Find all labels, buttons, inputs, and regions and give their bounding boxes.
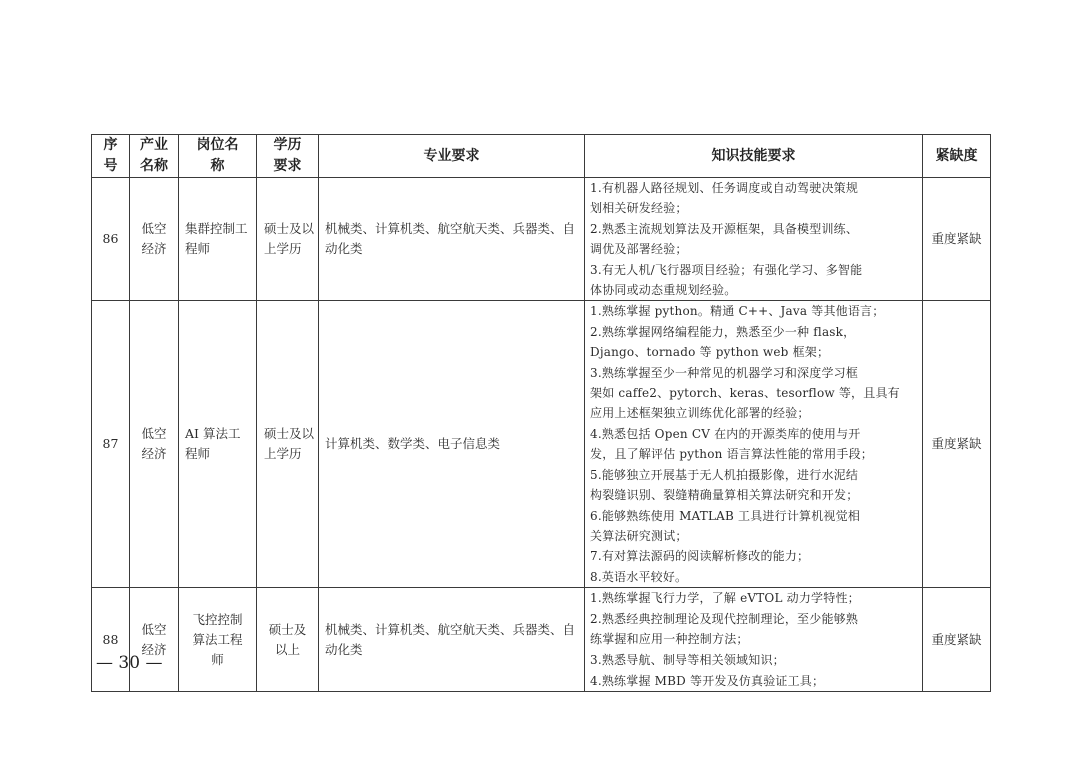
skill-line: 1.有机器人路径规划、任务调度或自动驾驶决策规 xyxy=(590,181,859,195)
education-cell: 硕士及以上学历 xyxy=(257,178,319,301)
urgency-cell: 重度紧缺 xyxy=(923,588,991,692)
seq-cell: 86 xyxy=(92,178,130,301)
position-cell: AI 算法工程师 xyxy=(179,301,257,588)
skill-line: 关算法研究测试； xyxy=(590,528,688,543)
major-cell: 计算机类、数学类、电子信息类 xyxy=(319,301,585,588)
skill-line: 体协同或动态重规划经验。 xyxy=(590,283,737,298)
position-cell: 飞控控制算法工程师 xyxy=(179,588,257,692)
skill-line: 1.熟练掌握飞行力学，了解 eVTOL 动力学特性； xyxy=(590,591,860,606)
urgency-cell: 重度紧缺 xyxy=(923,301,991,588)
header-position: 岗位名称 xyxy=(179,135,257,178)
position-cell: 集群控制工程师 xyxy=(179,178,257,301)
skill-line: 8.英语水平较好。 xyxy=(590,569,688,584)
page-number: — 30 — xyxy=(96,653,163,673)
table-row xyxy=(92,588,991,692)
skill-line: 应用上述框架独立训练优化部署的经验； xyxy=(590,406,810,421)
education-cell: 硕士及以上 xyxy=(257,588,319,692)
skill-line: 5.能够独立开展基于无人机拍摄影像，进行水泥结 xyxy=(590,467,859,482)
education-cell: 硕士及以上学历 xyxy=(257,301,319,588)
header-industry: 产业名称 xyxy=(130,135,179,178)
skill-line: 2.熟悉主流规划算法及开源框架，具备模型训练、 xyxy=(590,221,859,236)
skill-line: 构裂缝识别、裂缝精确量算相关算法研究和开发； xyxy=(590,488,859,503)
header-education: 学历要求 xyxy=(257,135,319,178)
skill-line: 练掌握和应用一种控制方法； xyxy=(590,632,749,647)
skill-line: 2.熟练掌握网络编程能力，熟悉至少一种 flask， xyxy=(590,324,856,339)
major-cell: 机械类、计算机类、航空航天类、兵器类、自动化类 xyxy=(319,178,585,301)
skill-line: 3.熟悉导航、制导等相关领域知识； xyxy=(590,652,785,667)
skill-line: 架如 caffe2、pytorch、keras、tesorflow 等，且具有 xyxy=(590,386,900,401)
skill-line: 4.熟悉包括 Open CV 在内的开源类库的使用与开 xyxy=(590,426,861,441)
urgency-cell: 重度紧缺 xyxy=(923,178,991,301)
skills-cell xyxy=(585,178,923,301)
skills-cell xyxy=(585,588,923,692)
skill-line: 7.有对算法源码的阅读解析修改的能力； xyxy=(590,549,810,564)
talent-demand-table xyxy=(91,134,991,692)
industry-cell: 低空经济 xyxy=(130,178,179,301)
major-cell: 机械类、计算机类、航空航天类、兵器类、自动化类 xyxy=(319,588,585,692)
skill-line: 3.有无人机/飞行器项目经验；有强化学习、多智能 xyxy=(590,262,863,277)
header-urgency: 紧缺度 xyxy=(923,135,991,178)
skill-line: 4.熟练掌握 MBD 等开发及仿真验证工具； xyxy=(590,673,825,688)
skill-line: 6.能够熟练使用 MATLAB 工具进行计算机视觉相 xyxy=(590,508,861,523)
skill-line: Django、tornado 等 python web 框架； xyxy=(590,345,830,360)
seq-cell: 87 xyxy=(92,301,130,588)
skill-line: 1.熟练掌握 python。精通 C++、Java 等其他语言； xyxy=(590,304,885,319)
header-seq: 序号 xyxy=(92,135,130,178)
header-major: 专业要求 xyxy=(319,135,585,178)
skill-line: 3.熟练掌握至少一种常见的机器学习和深度学习框 xyxy=(590,365,859,380)
table-row xyxy=(92,178,991,301)
table-row xyxy=(92,301,991,588)
industry-cell: 低空经济 xyxy=(130,588,179,692)
table-header-row xyxy=(92,135,991,178)
skill-line: 发，且了解评估 python 语言算法性能的常用手段； xyxy=(590,447,873,462)
skills-cell xyxy=(585,301,923,588)
industry-cell: 低空经济 xyxy=(130,301,179,588)
skill-line: 2.熟悉经典控制理论及现代控制理论，至少能够熟 xyxy=(590,611,859,626)
seq-cell: 88 xyxy=(92,588,130,692)
header-skills: 知识技能要求 xyxy=(585,135,923,178)
skill-line: 划相关研发经验； xyxy=(590,201,688,216)
skill-line: 调优及部署经验； xyxy=(590,242,688,257)
